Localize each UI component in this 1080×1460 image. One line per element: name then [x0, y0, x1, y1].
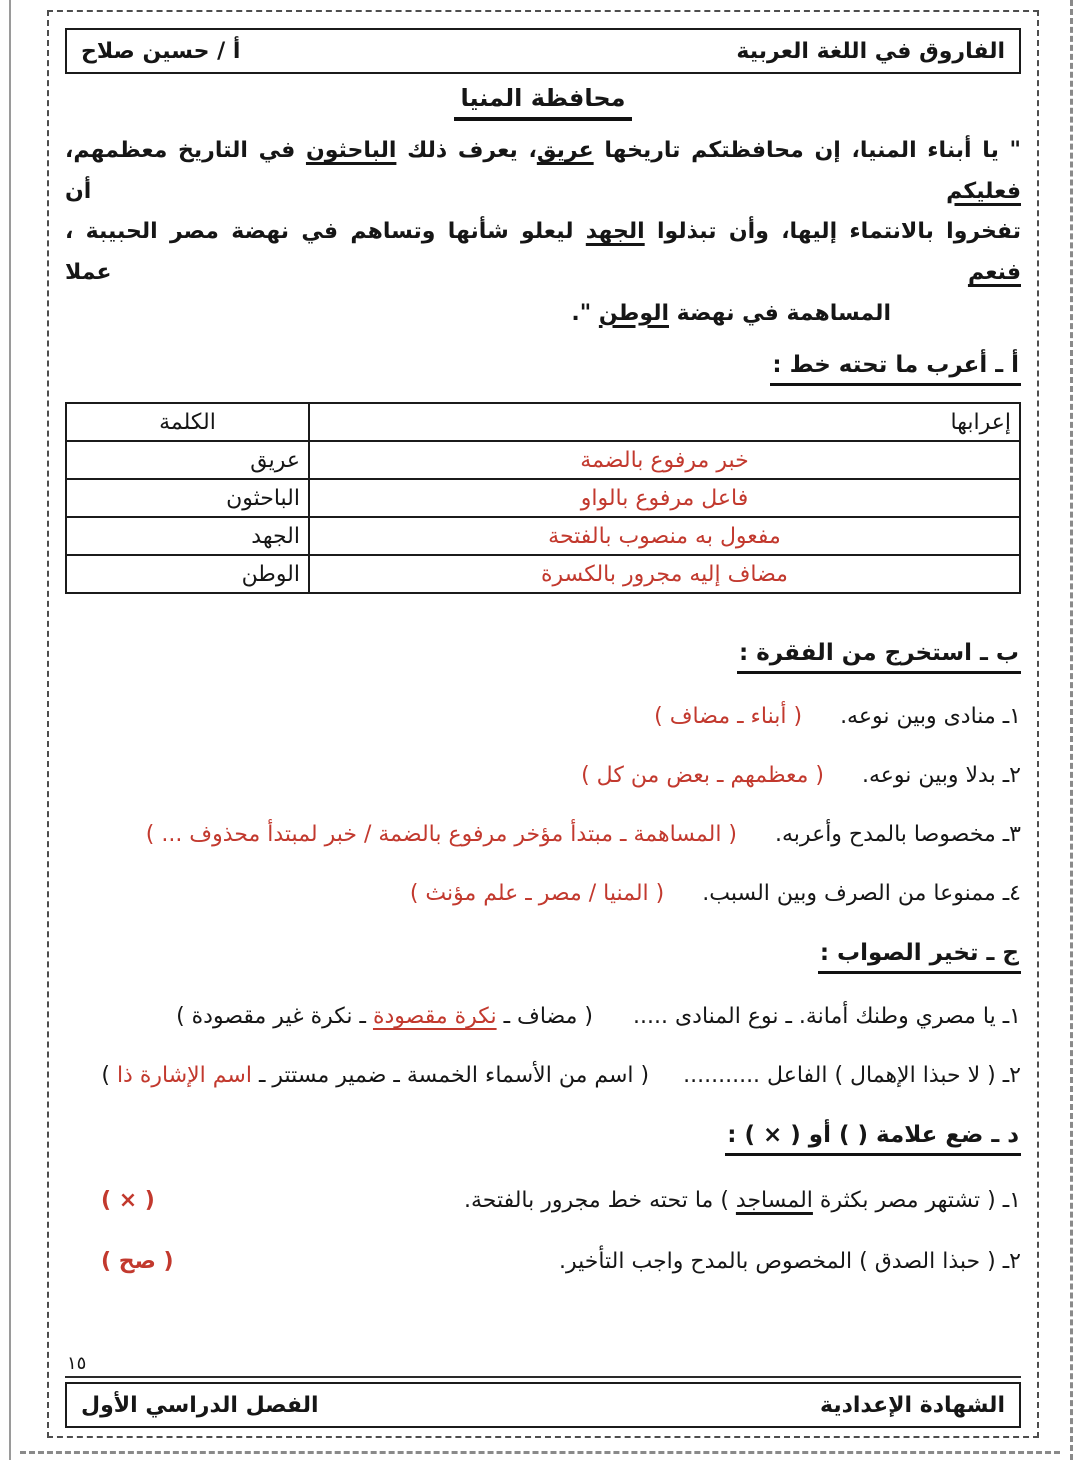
paragraph-line	[65, 212, 1021, 293]
question-text: ٣ـ مخصوصا بالمدح وأعربه.	[775, 822, 1021, 848]
page-title: محافظة المنيا	[454, 84, 631, 121]
section-b-items	[65, 674, 1021, 910]
cell-word: الجهد	[66, 517, 309, 555]
question-text: عملا	[65, 260, 968, 286]
answer-mark: ( صح )	[101, 1249, 174, 1275]
question-text: في التاريخ معظمهم،	[65, 138, 306, 163]
scan-artifact-left-line	[9, 0, 11, 1460]
section-a-heading: أ ـ أعرب ما تحته خط :	[770, 352, 1021, 386]
paragraph-line	[65, 131, 1021, 212]
question-text: ١ـ منادى وبين نوعه.	[840, 704, 1021, 730]
table-row	[66, 479, 1020, 517]
section-d-heading: د ـ ضع علامة ( ) أو ( × ) :	[725, 1122, 1021, 1156]
page-number: ١٥	[67, 1353, 87, 1374]
answer-text: ( معظمهم ـ بعض من كل )	[581, 763, 824, 789]
statement-text	[464, 1184, 1021, 1217]
question-text: ( مضاف ـ	[496, 1004, 593, 1030]
question-text: " يا أبناء المنيا، إن محافظتكم تاريخها	[593, 138, 1021, 163]
scan-artifact-bottom-dashes	[20, 1451, 1060, 1454]
page-dashed-frame	[47, 10, 1039, 1438]
section-b	[65, 640, 1021, 674]
section-c-items	[65, 974, 1021, 1092]
answer-text: ( المساهمة ـ مبتدأ مؤخر مرفوع بالضمة / خبر لمبتدأ محذوف ... )	[145, 822, 738, 848]
section-c	[65, 940, 1021, 974]
scan-artifact-right-dashes	[1070, 0, 1073, 1460]
underlined-word: نكرة مقصودة	[372, 1004, 497, 1030]
underlined-word: المساجد	[735, 1188, 813, 1214]
header-box	[65, 28, 1021, 74]
cell-parse-answer: مضاف إليه مجرور بالكسرة	[309, 555, 1020, 593]
question-text: ) ما تحته خط مجرور بالفتحة.	[463, 1188, 736, 1214]
table-header-row	[66, 403, 1020, 441]
parsing-table	[65, 402, 1021, 594]
extract-item	[65, 700, 1021, 733]
title-wrap	[65, 84, 1021, 121]
underlined-word: عريق	[536, 138, 594, 163]
question-text: ١ـ ( تشتهر مصر بكثرة	[812, 1188, 1021, 1214]
answer-text: اسم الإشارة ذا	[116, 1063, 252, 1089]
question-text: ٢ـ بدلا وبين نوعه.	[861, 763, 1021, 789]
paragraph-line	[65, 294, 1021, 335]
question-text: ٤ـ ممنوعا من الصرف وبين السبب.	[702, 881, 1021, 907]
question-text: )	[101, 1063, 117, 1089]
section-d	[65, 1122, 1021, 1156]
question-text: ٢ـ ( حبذا الصدق ) المخصوص بالمدح واجب التأخير.	[558, 1249, 1021, 1275]
table-row	[66, 555, 1020, 593]
section-d-items	[65, 1156, 1021, 1278]
column-header-word: الكلمة	[66, 403, 309, 441]
footer-box	[65, 1382, 1021, 1428]
underlined-word: الوطن	[598, 300, 669, 326]
footer-rule	[65, 1376, 1021, 1378]
question-text: ١ـ يا مصري وطنك أمانة. ـ نوع المنادى .....	[632, 1004, 1021, 1030]
cell-word: الوطن	[66, 555, 309, 593]
reading-paragraph	[65, 131, 1021, 334]
question-text: ـ نكرة غير مقصودة )	[176, 1004, 373, 1030]
underlined-word: الجهد	[585, 219, 645, 245]
question-text: تفخروا بالانتماء إليها، وأن تبذلوا	[644, 219, 1022, 245]
question-text: أن	[65, 178, 947, 204]
question-text: المساهمة في نهضة	[669, 300, 891, 326]
cell-word: الباحثون	[66, 479, 309, 517]
column-header-parse: إعرابها	[309, 403, 1020, 441]
table-row	[66, 441, 1020, 479]
underlined-word: فعليكم	[946, 178, 1021, 204]
cell-parse-answer: مفعول به منصوب بالفتحة	[309, 517, 1020, 555]
extract-item	[65, 877, 1021, 910]
answer-mark: ( × )	[101, 1188, 155, 1214]
section-b-heading: ب ـ استخرج من الفقرة :	[737, 640, 1021, 674]
header-series-title: الفاروق في اللغة العربية	[736, 38, 1005, 64]
choice-item	[65, 1059, 1021, 1092]
true-false-item	[65, 1184, 1021, 1217]
answer-text: ( أبناء ـ مضاف )	[654, 704, 803, 730]
true-false-item	[65, 1245, 1021, 1278]
section-a	[65, 352, 1021, 386]
question-text: ( اسم من الأسماء الخمسة ـ ضمير مستتر ـ	[251, 1063, 650, 1089]
header-teacher-name: أ / حسين صلاح	[81, 38, 241, 64]
question-text: ".	[571, 300, 599, 326]
cell-word: عريق	[66, 441, 309, 479]
question-text: ليعلو شأنها وتساهم في نهضة مصر الحبيبة ،	[65, 219, 586, 245]
question-text: ٢ـ ( لا حبذا الإهمال ) الفاعل ...........	[683, 1063, 1021, 1089]
footer-grade-label: الشهادة الإعدادية	[819, 1392, 1005, 1418]
question-text: ، يعرف ذلك	[396, 138, 537, 163]
extract-item	[65, 818, 1021, 851]
statement-text	[559, 1245, 1021, 1278]
cell-parse-answer: خبر مرفوع بالضمة	[309, 441, 1020, 479]
section-c-heading: ج ـ تخير الصواب :	[818, 940, 1021, 974]
cell-parse-answer: فاعل مرفوع بالواو	[309, 479, 1020, 517]
blank-space	[65, 1278, 1021, 1355]
extract-item	[65, 759, 1021, 792]
underlined-word: الباحثون	[305, 138, 397, 163]
table-row	[66, 517, 1020, 555]
underlined-word: فنعم	[967, 260, 1021, 286]
answer-text: ( المنيا / مصر ـ علم مؤنث )	[409, 881, 665, 907]
footer-term-label: الفصل الدراسي الأول	[81, 1392, 319, 1418]
choice-item	[65, 1000, 1021, 1033]
